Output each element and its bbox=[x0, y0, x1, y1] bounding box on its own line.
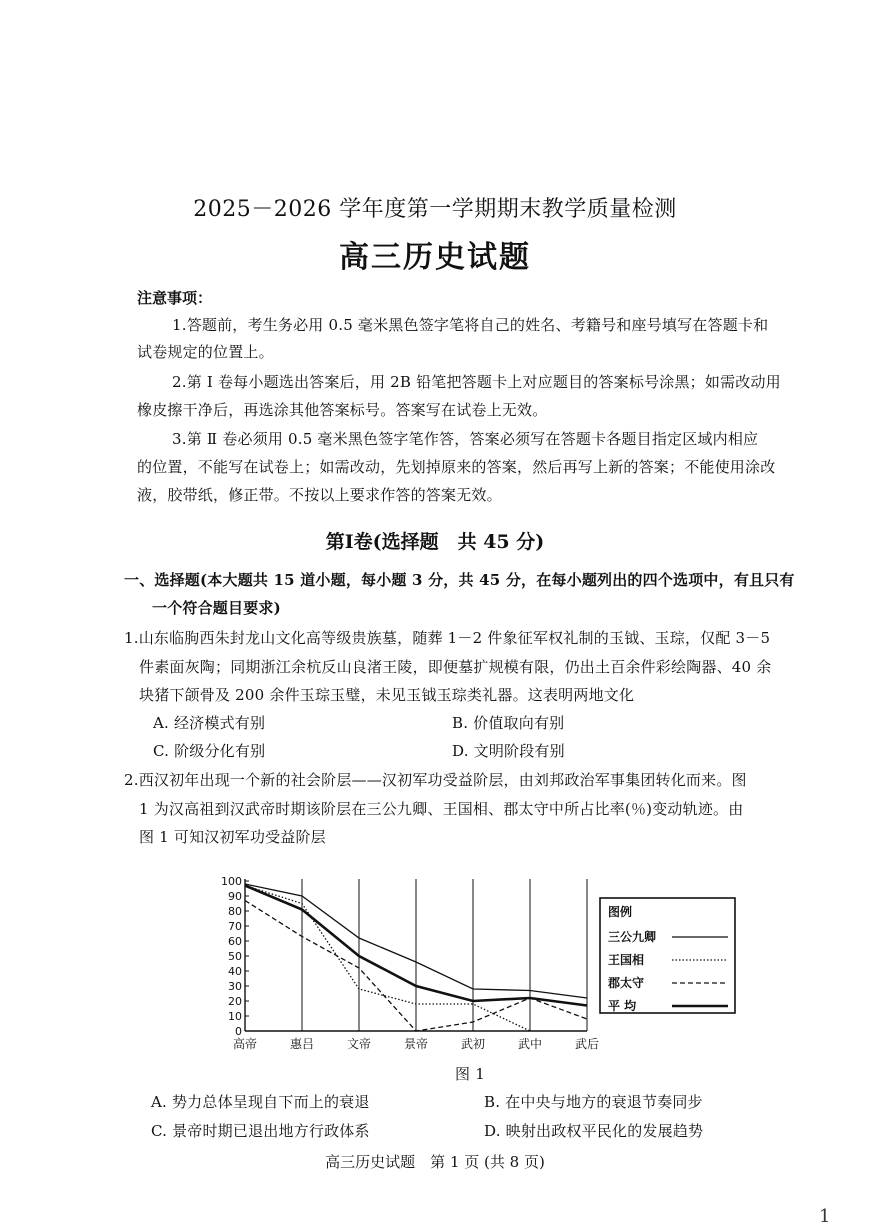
notice-line: 液，胶带纸，修正带。不按以上要求作答的答案无效。 bbox=[137, 486, 502, 504]
question-2-option-a: A. 势力总体呈现自下而上的衰退 bbox=[151, 1093, 370, 1111]
question-1-option-d: D. 文明阶段有别 bbox=[452, 742, 565, 760]
x-tick-label: 武初 bbox=[460, 1037, 486, 1051]
x-tick-label: 武后 bbox=[574, 1037, 600, 1051]
y-tick-label: 70 bbox=[228, 920, 242, 933]
y-tick-label: 0 bbox=[235, 1025, 242, 1038]
x-tick-label: 高帝 bbox=[232, 1037, 258, 1051]
question-2-option-b: B. 在中央与地方的衰退节奏同步 bbox=[484, 1093, 703, 1111]
notice-line: 橡皮擦干净后，再选涂其他答案标号。答案写在试卷上无效。 bbox=[137, 401, 548, 419]
question-1-stem: 件素面灰陶；同期浙江余杭反山良渚王陵，即便墓扩规模有限，仍出土百余件彩绘陶器、40 余 bbox=[139, 658, 772, 676]
y-tick-label: 90 bbox=[228, 890, 242, 903]
figure-caption: 图 1 bbox=[455, 1065, 485, 1083]
y-tick-label: 50 bbox=[228, 950, 242, 963]
question-2-stem: 2.西汉初年出现一个新的社会阶层——汉初军功受益阶层，由刘邦政治军事集团转化而来。图 bbox=[124, 771, 747, 789]
question-1-option-c: C. 阶级分化有别 bbox=[153, 742, 266, 760]
y-tick-label: 40 bbox=[228, 965, 242, 978]
y-tick-label: 30 bbox=[228, 980, 242, 993]
notice-line: 2.第 Ⅰ 卷每小题选出答案后，用 2B 铅笔把答题卡上对应题目的答案标号涂黑；如需改动用 bbox=[172, 373, 781, 391]
question-2-stem: 图 1 可知汉初军功受益阶层 bbox=[139, 828, 326, 846]
figure-1-chart bbox=[195, 858, 755, 1058]
legend-label: 王国相 bbox=[608, 953, 645, 967]
y-tick-label: 80 bbox=[228, 905, 242, 918]
x-tick-label: 文帝 bbox=[346, 1037, 372, 1051]
page-footer: 高三历史试题 第 1 页 (共 8 页) bbox=[325, 1153, 545, 1171]
question-1-option-a: A. 经济模式有别 bbox=[153, 714, 266, 732]
x-tick-label: 景帝 bbox=[403, 1037, 429, 1051]
x-tick-label: 惠吕 bbox=[289, 1037, 315, 1051]
section-instruction: 一、选择题(本大题共 15 道小题，每小题 3 分，共 45 分，在每小题列出的四个选项中，有且只有 bbox=[124, 571, 795, 589]
notice-line: 试卷规定的位置上。 bbox=[137, 343, 274, 361]
legend-label: 三公九卿 bbox=[608, 930, 657, 944]
question-2-option-c: C. 景帝时期已退出地方行政体系 bbox=[151, 1122, 370, 1140]
question-2-option-d: D. 映射出政权平民化的发展趋势 bbox=[484, 1122, 704, 1140]
exam-title: 2025－2026 学年度第一学期期末教学质量检测 bbox=[193, 197, 677, 222]
y-tick-label: 60 bbox=[228, 935, 242, 948]
y-tick-label: 20 bbox=[228, 995, 242, 1008]
section-title: 第Ⅰ卷(选择题 共 45 分) bbox=[325, 531, 545, 553]
question-1-option-b: B. 价值取向有别 bbox=[452, 714, 565, 732]
question-1-stem: 1.山东临朐西朱封龙山文化高等级贵族墓，随葬 1－2 件象征军权礼制的玉钺、玉琮，仅配 3－5 bbox=[124, 629, 771, 647]
section-instruction: 一个符合题目要求) bbox=[152, 599, 281, 617]
y-tick-label: 10 bbox=[228, 1010, 242, 1023]
x-tick-label: 武中 bbox=[517, 1037, 543, 1051]
paper-title: 高三历史试题 bbox=[339, 240, 531, 275]
legend-label: 平 均 bbox=[608, 999, 637, 1013]
question-1-stem: 块猪下颌骨及 200 余件玉琮玉璧，未见玉钺玉琮类礼器。这表明两地文化 bbox=[139, 686, 635, 704]
notice-line: 的位置，不能写在试卷上；如需改动，先划掉原来的答案，然后再写上新的答案；不能使用涂改 bbox=[137, 458, 776, 476]
notice-line: 1.答题前，考生务必用 0.5 毫米黑色签字笔将自己的姓名、考籍号和座号填写在答题卡和 bbox=[172, 316, 769, 334]
legend-title: 图例 bbox=[608, 905, 633, 919]
question-2-stem: 1 为汉高祖到汉武帝时期该阶层在三公九卿、王国相、郡太守中所占比率(％)变动轨迹。由 bbox=[139, 800, 744, 818]
legend-label: 郡太守 bbox=[608, 976, 645, 990]
notice-line: 3.第 Ⅱ 卷必须用 0.5 毫米黑色签字笔作答，答案必须写在答题卡各题目指定区域内相应 bbox=[172, 430, 759, 448]
page-number: 1 bbox=[819, 1206, 831, 1227]
notice-heading: 注意事项： bbox=[137, 289, 213, 307]
y-tick-label: 100 bbox=[221, 875, 242, 888]
series-line bbox=[245, 886, 530, 1032]
